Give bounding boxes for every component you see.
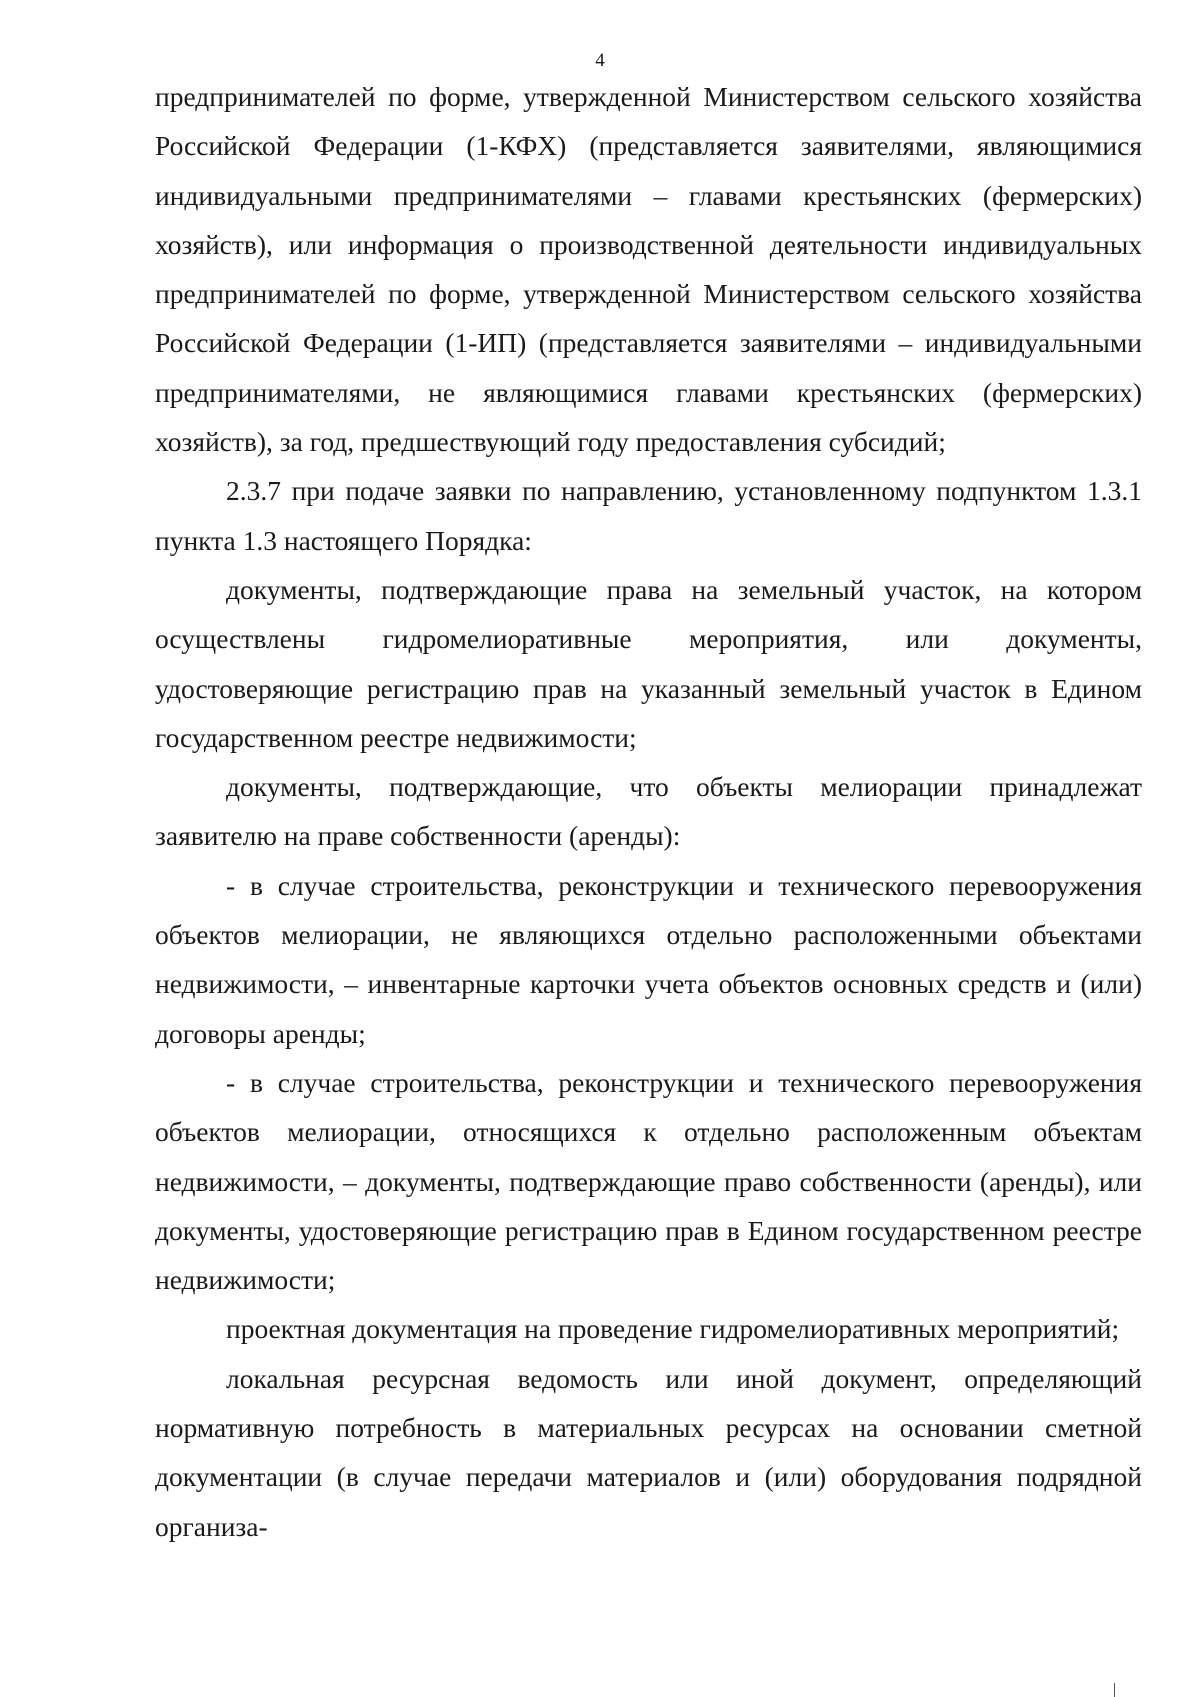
page-number: 4 xyxy=(595,50,605,71)
paragraph-ownership-documents: документы, подтверждающие, что объекты мелиорации принадлежат заявителю на праве собственности (аренды): xyxy=(155,771,1142,852)
paragraph-land-rights-documents: документы, подтверждающие права на земельный участок, на котором осуществлены гидромелиоративные мероприятия, или документы, удостоверяющие регистрацию прав на указанный земельный участок в Едином государственном реестре недвижимости; xyxy=(155,573,1142,753)
paragraph-continuation-1kfh-1ip: предпринимателей по форме, утвержденной Министерством сельского хозяйства Российской Федерации (1-КФХ) (представляется заявителями, являющимися индивидуальными предпринимателями – главами крестьянских (фермерских) хозяйств), или информация о производственной деятельности индивидуальных предпринимателей по форме, утвержденной Министерством сельского хозяйства Российской Федерации (1-ИП) (представляется заявителями – индивидуальными предпринимателями, не являющимися главами крестьянских (фермерских) хозяйств), за год, предшествующий году предоставления субсидий; xyxy=(155,81,1142,458)
paragraph-item-2-3-7: 2.3.7 при подаче заявки по направлению, установленному подпунктом 1.3.1 пункта 1.3 настоящего Порядка: xyxy=(155,475,1142,556)
paragraph-standalone-objects: - в случае строительства, реконструкции и технического перевооружения объектов мелиорации, относящихся к отдельно расположенным объектам недвижимости, – документы, подтверждающие право собственности (аренды), или документы, удостоверяющие регистрацию прав в Едином государственном реестре недвижимости; xyxy=(155,1066,1142,1296)
paragraph-non-standalone-objects: - в случае строительства, реконструкции и технического перевооружения объектов мелиорации, не являющихся отдельно расположенными объектами недвижимости, – инвентарные карточки учета объектов основных средств и (или) договоры аренды; xyxy=(155,869,1142,1049)
paragraph-project-documentation: проектная документация на проведение гидромелиоративных мероприятий; xyxy=(226,1313,1120,1345)
scan-edge-mark xyxy=(1114,1683,1115,1697)
paragraph-resource-statement: локальная ресурсная ведомость или иной документ, определяющий нормативную потребность в материальных ресурсах на основании сметной документации (в случае передачи материалов и (или) оборудования подрядной организа- xyxy=(155,1362,1142,1542)
document-body xyxy=(155,72,1142,1551)
